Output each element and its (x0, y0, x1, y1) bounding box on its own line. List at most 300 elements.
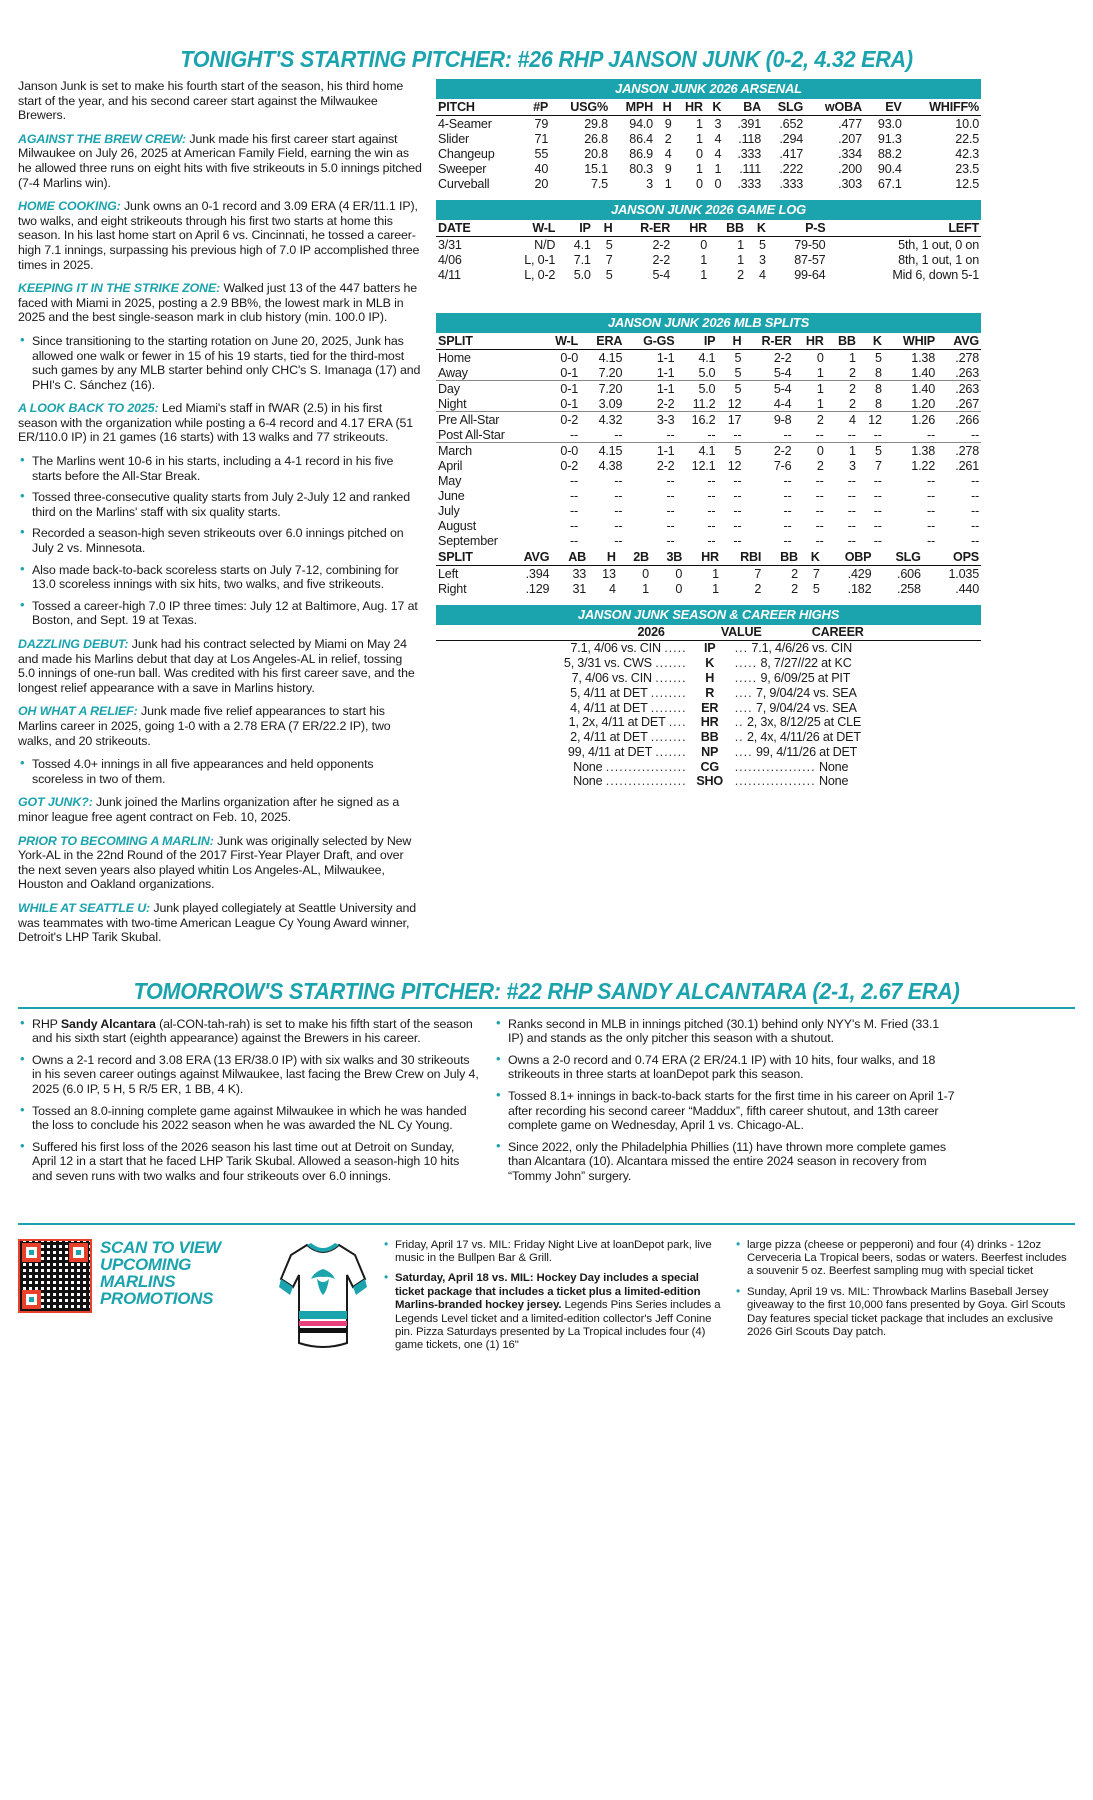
highs-career-value: .. 2, 3x, 8/12/25 at CLE (734, 715, 862, 730)
table-cell: -- (847, 518, 856, 533)
note-lead: PRIOR TO BECOMING A MARLIN: (18, 833, 214, 848)
column-header: ERA (580, 333, 624, 350)
table-cell: .261 (955, 458, 979, 473)
table-cell: -- (580, 427, 624, 443)
note-got-junk (18, 795, 422, 824)
table-cell: .278 (955, 350, 979, 365)
table-cell: 93.0 (877, 116, 902, 131)
table-cell: -- (614, 473, 623, 488)
table-cell: 0-0 (560, 350, 579, 365)
table-cell: 5 (734, 350, 742, 365)
highs-row (436, 671, 981, 686)
hockey-jersey-icon (277, 1239, 369, 1357)
table-cell: 20.8 (584, 146, 608, 161)
list-item: • RHP Sandy Alcantara (al-CON-tah-rah) is set to make his fifth start of the season and his sixth start (eighth appearance) against the Brewers in his career. (18, 1017, 480, 1046)
column-header: #P (523, 99, 550, 116)
list-item: • Tossed an 8.0-inning complete game against Milwaukee in which he was handed the loss to conclude his 2022 season when he was awarded the NL Cy Young. (18, 1104, 480, 1133)
left-narrative-column (18, 79, 422, 954)
row-label: 4/11 (438, 267, 461, 282)
table-cell: 1 (700, 267, 708, 282)
table-row (436, 381, 981, 397)
table-cell: 4.1 (573, 237, 591, 252)
table-row (436, 427, 981, 443)
bullets-relief (18, 757, 422, 786)
highs-stat-label: BB (700, 730, 719, 745)
table-cell: .118 (738, 131, 762, 146)
highs-row (436, 759, 981, 774)
table-cell: 1 (793, 365, 825, 381)
table-cell: 99-64 (794, 267, 826, 282)
table-cell: -- (884, 427, 937, 443)
table-cell: -- (570, 488, 579, 503)
table-cell: 0-1 (560, 381, 579, 396)
table-cell: 5-4 (773, 381, 792, 396)
table-cell: 2 (664, 131, 672, 146)
table-cell: 5 (874, 443, 882, 458)
row-label: May (438, 473, 462, 488)
highs-stat-label: CG (700, 759, 719, 774)
table-cell: .333 (737, 176, 762, 191)
table-cell: 23.5 (955, 161, 979, 176)
row-label: June (438, 488, 465, 503)
table-cell: .207 (838, 131, 862, 146)
table-cell: 7 (754, 566, 762, 581)
highs-season-value: 2, 4/11 at DET ........ (570, 730, 687, 745)
table-cell: -- (815, 503, 824, 518)
table-cell: 5 (605, 237, 613, 252)
table-cell: -- (815, 533, 824, 548)
row-label: Sweeper (438, 161, 487, 176)
table-cell: 5.0 (573, 267, 591, 282)
table-cell: 1.40 (884, 365, 937, 381)
table-cell: 1 (816, 381, 824, 396)
row-label: Curveball (438, 176, 490, 191)
column-header: OPS (923, 549, 981, 566)
table-cell: 12.1 (691, 458, 716, 473)
table-cell: -- (826, 427, 858, 443)
table-cell: -- (733, 488, 742, 503)
table-cell: 0-1 (540, 396, 580, 412)
table-cell: 2-2 (773, 350, 792, 365)
highs-row (436, 730, 981, 745)
list-item: • Tossed 4.0+ innings in all five appearances and held opponents scoreless in two of them. (18, 757, 422, 786)
table-cell: .333 (737, 146, 762, 161)
qr-eye-icon (22, 1243, 41, 1262)
note-lead: DAZZLING DEBUT: (18, 637, 129, 651)
table-cell: 31 (572, 581, 587, 596)
note-lead: AGAINST THE BREW CREW: (18, 131, 187, 146)
table-row (436, 473, 981, 488)
table-cell: 3 (848, 458, 856, 473)
qr-code-icon[interactable] (18, 1239, 92, 1313)
table-cell: L, 0-1 (524, 252, 556, 267)
table-cell: 16.2 (691, 412, 716, 427)
tomorrow-left-column (18, 1017, 480, 1193)
row-label: 4/06 (438, 252, 462, 267)
table-cell: 9 (664, 161, 672, 176)
table-cell: 2 (826, 396, 858, 412)
promo-item: • large pizza (cheese or pepperoni) and four (4) drinks - 12oz Cerveceria La Tropical beers, sodas or waters. Beerfest includes a souvenir 5 oz. Beerfest sampling mug with special ticket (735, 1239, 1075, 1279)
table-cell: 26.8 (584, 131, 608, 146)
table-cell: -- (733, 533, 742, 548)
table-cell: -- (783, 503, 792, 518)
table-cell: Mid 6, down 5-1 (892, 267, 979, 282)
table-cell: 4 (759, 267, 766, 282)
note-body: Junk made his first career start against Milwaukee on July 26, 2025 at American Family Field, earning the win as he allowed three runs on eight hits with five strikeouts in 5.0 innings pitched (7-4 Marlins win). (18, 131, 422, 190)
table-cell: 1 (793, 396, 825, 412)
table-cell: 5 (717, 365, 743, 381)
table-cell: .182 (847, 581, 872, 596)
table-cell: 86.9 (629, 146, 653, 161)
column-header: H (655, 99, 674, 116)
highs-season-value: 5, 3/31 vs. CWS ....... (563, 656, 687, 671)
note-look-back (18, 401, 422, 445)
table-row (436, 412, 981, 428)
table-cell: .334 (838, 146, 862, 161)
column-header: 3B (651, 549, 684, 566)
table-cell: -- (570, 503, 579, 518)
note-body: Led Miami's staff in fWAR (2.5) in his first season with the organization while posting a 6-4 record and 4.17 ERA (51 ER/110.0 IP) in 21 games (16 starts) with 13 walks and 77 strikeouts. (18, 401, 413, 445)
table-row (436, 176, 981, 191)
table-cell: 2-2 (773, 443, 792, 458)
table-cell: 1.20 (884, 396, 937, 412)
table-cell: -- (815, 518, 824, 533)
table-cell: .477 (838, 116, 862, 131)
table-cell: 0 (675, 581, 683, 596)
qr-scan-block[interactable] (18, 1239, 263, 1360)
list-item: • Tossed a career-high 7.0 IP three times: July 12 at Baltimore, Aug. 17 at Boston, and Sept. 19 at Texas. (18, 599, 422, 628)
table-cell: -- (783, 518, 792, 533)
table-cell: 0-2 (560, 458, 579, 473)
column-header: H (593, 220, 615, 237)
table-cell: 2 (816, 412, 824, 427)
table-cell: 2 (791, 581, 798, 596)
table-cell: .394 (525, 566, 550, 581)
table-cell: 1 (700, 252, 708, 267)
list-item: • Recorded a season-high seven strikeouts over 6.0 innings pitched on July 2 vs. Minnesota. (18, 526, 422, 555)
highs-career-value: ..... 9, 6/09/25 at PIT (734, 670, 851, 685)
table-cell: -- (783, 473, 792, 488)
note-body: Junk played collegiately at Seattle University and was teammates with two-time American League Cy Young Award winner, Detroit's LHP Tarik Skubal. (18, 900, 417, 945)
table-cell: -- (783, 533, 792, 548)
table-cell: 9 (664, 116, 672, 131)
note-strike-zone (18, 281, 422, 325)
highs-stat-label: ER (701, 700, 719, 715)
table-header-row (436, 220, 981, 237)
note-body: Junk owns an 0-1 record and 3.09 ERA (4 ER/11.1 IP), two walks, and eight strikeouts through his first two starts at home this season. In his last home start on April 6 vs. Cincinnati, he tossed a career-high 7.1 innings, surpassing his previous high of 7.0 IP accomplished three times in 2025. (18, 199, 420, 272)
list-item: • Ranks second in MLB in innings pitched (30.1) behind only NYY's M. Fried (33.1 IP) and stands as the only pitcher this season with a shutout. (494, 1017, 956, 1046)
note-body: Walked just 13 of the 447 batters he faced with Miami in 2025, posting a 2.9 BB%, the lowest mark in MLB in 2025 and the best single-season mark in club history (min. 100.0 IP). (18, 281, 418, 325)
table-cell: 80.3 (629, 161, 653, 176)
table-cell: 42.3 (955, 146, 979, 161)
splits-table (436, 313, 981, 596)
highs-row (436, 641, 981, 656)
table-cell: 87-57 (794, 252, 826, 267)
column-header: R-ER (743, 333, 793, 350)
table-cell: 79 (534, 116, 549, 131)
table-cell: .267 (937, 396, 981, 412)
highs-stat-label: SHO (696, 774, 724, 789)
note-brew-crew (18, 132, 422, 190)
table-cell: 7.1 (573, 252, 591, 267)
intro-paragraph: Janson Junk is set to make his fourth start of the season, his third home start of the year, and his second career start against the Milwaukee Brewers. (18, 79, 404, 123)
table-row (436, 443, 981, 459)
table-cell: .440 (955, 581, 979, 596)
table-cell: 4 (848, 412, 856, 427)
table-cell: 20 (534, 176, 549, 191)
table-cell: 15.1 (584, 161, 608, 176)
column-header: LEFT (827, 220, 981, 237)
column-header: AVG (501, 549, 551, 566)
table-cell: 1.26 (911, 412, 936, 427)
right-tables-column (436, 79, 981, 954)
arsenal-table (436, 79, 981, 191)
table-cell: 1-1 (656, 350, 675, 365)
table-cell: .391 (737, 116, 762, 131)
table-cell: 2 (791, 566, 798, 581)
gamelog-title: JANSON JUNK 2026 GAME LOG (436, 200, 981, 220)
highs-career-value: .................. None (734, 759, 849, 774)
highs-col-career: CAREER (811, 625, 864, 639)
table-cell: .222 (779, 161, 804, 176)
column-header: BB (763, 549, 800, 566)
column-header: 2B (618, 549, 651, 566)
table-cell: 4.1 (698, 350, 716, 365)
row-label: September (438, 533, 498, 548)
note-oh-what-a-relief (18, 704, 422, 748)
highs-title: JANSON JUNK SEASON & CAREER HIGHS (436, 605, 981, 625)
table-cell: -- (927, 533, 936, 548)
table-cell: 2 (826, 365, 858, 381)
table-cell: 10.0 (955, 116, 979, 131)
table-cell: -- (847, 533, 856, 548)
promo-item: • Saturday, April 18 vs. MIL: Hockey Day includes a special ticket package that includes a ticket plus a limited-edition Marlins-branded hockey jersey. Legends Pins Series includes a Legends Level ticket and a limited-edition collector's Jeff Conine pin. Pizza Saturdays presented by La Tropical includes four (4) game tickets, one (1) 16" (383, 1272, 723, 1352)
table-cell: -- (971, 473, 979, 488)
table-cell: -- (783, 488, 792, 503)
highs-season-value: 7, 4/06 vs. CIN ....... (571, 670, 687, 685)
column-header: W-L (498, 220, 557, 237)
column-header: HR (674, 99, 705, 116)
table-cell: -- (733, 503, 742, 518)
table-cell: 5 (812, 581, 820, 596)
table-cell: -- (540, 427, 580, 443)
table-cell: .111 (739, 161, 762, 176)
highs-row (436, 715, 981, 730)
list-item: • The Marlins went 10-6 in his starts, including a 4-1 record in his five starts before the All-Star Break. (18, 454, 422, 483)
table-cell: -- (614, 518, 623, 533)
table-cell: 5-4 (743, 365, 793, 381)
highs-col-2026: 2026 (637, 625, 665, 639)
table-row (436, 566, 981, 582)
highs-career-value: .... 7, 9/04/24 vs. SEA (734, 685, 857, 700)
table-cell: -- (793, 427, 825, 443)
row-label: Slider (438, 131, 469, 146)
list-item: • Since transitioning to the starting rotation on June 20, 2025, Junk has allowed one walk or fewer in 15 of his 19 starts, tied for the third-most such games by any MLB starter behind only CHC's S. Imanaga (17) and PHI's C. Sánchez (16). (18, 334, 422, 392)
table-cell: 0 (695, 146, 703, 161)
table-cell: -- (733, 473, 742, 488)
table-cell: 1 (848, 443, 856, 458)
table-cell: 9-8 (773, 412, 792, 427)
highs-row (436, 685, 981, 700)
note-seattle-u (18, 901, 422, 945)
column-header: BA (723, 99, 763, 116)
bullets-look-back (18, 454, 422, 628)
highs-row (436, 656, 981, 671)
qr-eye-icon (69, 1243, 88, 1262)
list-item: • Tossed three-consecutive quality starts from July 2-July 12 and ranked third on the Marlins' staff with six quality starts. (18, 490, 422, 519)
table-cell: 88.2 (877, 146, 902, 161)
table-cell: -- (614, 533, 623, 548)
column-header: WHIFF% (904, 99, 981, 116)
table-cell: -- (847, 488, 856, 503)
table-cell: -- (971, 488, 979, 503)
column-header: IP (676, 333, 717, 350)
table-cell: 7 (874, 458, 882, 473)
table-cell: 12 (717, 396, 743, 412)
table-cell: 5.0 (676, 365, 717, 381)
note-prior-to-marlin (18, 834, 422, 892)
table-cell: 8 (874, 381, 882, 396)
table-cell: 1.40 (911, 381, 936, 396)
scan-label: SCAN TO VIEW UPCOMING MARLINS PROMOTIONS (100, 1237, 221, 1308)
table-cell: 1-1 (656, 381, 675, 396)
table-cell: N/D (534, 237, 556, 252)
table-header-row (436, 99, 981, 116)
table-cell: 8th, 1 out, 1 on (898, 252, 979, 267)
row-label: Right (438, 581, 467, 596)
table-cell: 0 (675, 566, 683, 581)
table-cell: -- (666, 533, 675, 548)
table-cell: -- (927, 488, 936, 503)
table-cell: -- (570, 533, 579, 548)
table-cell: -- (927, 518, 936, 533)
table-cell: .333 (779, 176, 804, 191)
table-row (436, 146, 981, 161)
table-cell: 5.0 (698, 381, 716, 396)
row-label: Pre All-Star (438, 412, 500, 427)
table-cell: 22.5 (955, 131, 979, 146)
column-header: SPLIT (436, 549, 501, 566)
table-cell: -- (847, 473, 856, 488)
table-cell: 1 (695, 131, 703, 146)
table-row (436, 581, 981, 596)
table-cell: 0 (642, 566, 649, 581)
table-cell: 1.035 (948, 566, 979, 581)
column-header: RBI (721, 549, 763, 566)
table-cell: 1-1 (624, 365, 676, 381)
table-cell: -- (937, 427, 981, 443)
table-cell: 4.1 (698, 443, 716, 458)
highs-season-value: 5, 4/11 at DET ........ (570, 685, 687, 700)
table-cell: 94.0 (629, 116, 653, 131)
table-cell: 2 (754, 581, 762, 596)
note-lead: KEEPING IT IN THE STRIKE ZONE: (18, 281, 221, 296)
note-body: Junk was originally selected by New York-AL in the 22nd Round of the 2017 First-Year Player Draft, and over the next seven years also played whitin Los Angeles-AL, Milwaukee, Houston and Oakland organizations. (18, 833, 412, 892)
column-header: P-S (768, 220, 828, 237)
table-cell: 2 (848, 381, 856, 396)
table-cell: 29.8 (584, 116, 608, 131)
column-header: SPLIT (436, 333, 540, 350)
column-header: AVG (937, 333, 981, 350)
table-cell: 1 (642, 581, 649, 596)
highs-season-value: 1, 2x, 4/11 at DET .... (568, 715, 687, 730)
column-header: PITCH (436, 99, 523, 116)
table-cell: 1 (737, 252, 744, 267)
table-cell: -- (666, 473, 675, 488)
column-header: AB (551, 549, 588, 566)
table-cell: 79-50 (794, 237, 826, 252)
table-cell: 0 (695, 176, 703, 191)
table-cell: 7.5 (591, 176, 608, 191)
table-cell: -- (815, 488, 824, 503)
promo-right-column (735, 1239, 1075, 1360)
promo-left-column (383, 1239, 723, 1360)
table-cell: 3.09 (580, 396, 624, 412)
promo-item: • Friday, April 17 vs. MIL: Friday Night Live at loanDepot park, live music in the Bullpen Bar & Grill. (383, 1239, 723, 1266)
table-cell: 4.15 (598, 350, 623, 365)
table-cell: 7-6 (773, 458, 792, 473)
table-row (436, 488, 981, 503)
table-cell: .606 (897, 566, 921, 581)
table-cell: 0 (700, 237, 708, 252)
row-label: Left (438, 566, 459, 581)
table-cell: 0 (816, 350, 824, 365)
table-header-row (436, 549, 981, 566)
highs-season-value: 7.1, 4/06 vs. CIN ..... (570, 641, 687, 656)
list-item: • Owns a 2-0 record and 0.74 ERA (2 ER/24.1 IP) with 10 hits, four walks, and 18 strikeouts in three starts at loanDepot park this season. (494, 1053, 956, 1082)
table-cell: 8 (858, 396, 884, 412)
table-cell: 1 (737, 237, 744, 252)
table-cell: 40 (534, 161, 549, 176)
table-cell: 4.32 (598, 412, 623, 427)
table-cell: 1.22 (911, 458, 936, 473)
column-header: wOBA (805, 99, 864, 116)
table-cell: -- (614, 503, 623, 518)
table-cell: 5-4 (652, 267, 671, 282)
column-header: IP (557, 220, 592, 237)
table-cell: -- (666, 518, 675, 533)
column-header: DATE (436, 220, 498, 237)
table-cell: 1 (664, 176, 672, 191)
table-cell: .263 (955, 381, 979, 396)
table-cell: 12 (727, 458, 742, 473)
bullets-strike-zone (18, 334, 422, 392)
column-header: BB (826, 333, 858, 350)
table-row (436, 161, 981, 176)
column-header: HR (793, 333, 825, 350)
row-label: April (438, 458, 463, 473)
table-cell: 5 (605, 267, 613, 282)
row-label: Away (436, 365, 540, 381)
table-cell: 4 (608, 581, 616, 596)
table-cell: 7.20 (580, 365, 624, 381)
table-cell: -- (717, 427, 743, 443)
table-cell: 4.38 (598, 458, 623, 473)
tomorrow-headline: TOMORROW'S STARTING PITCHER: #22 RHP SANDY ALCANTARA (2-1, 2.67 ERA) (133, 977, 960, 1004)
table-cell: 1 (848, 350, 856, 365)
table-cell: -- (707, 473, 716, 488)
promo-item: • Sunday, April 19 vs. MIL: Throwback Marlins Baseball Jersey giveaway to the first 10,000 fans presented by Goya. Girl Scouts Day features special ticket package that includes an exclusive 2026 Girl Scouts Day patch. (735, 1286, 1075, 1340)
table-cell: .278 (955, 443, 979, 458)
column-header: H (588, 549, 618, 566)
table-cell: L, 0-2 (524, 267, 556, 282)
table-cell: 13 (602, 566, 616, 581)
table-cell: -- (873, 533, 882, 548)
table-cell: -- (815, 473, 824, 488)
highs-row (436, 744, 981, 759)
table-cell: 1.38 (911, 443, 936, 458)
table-cell: 33 (572, 566, 587, 581)
